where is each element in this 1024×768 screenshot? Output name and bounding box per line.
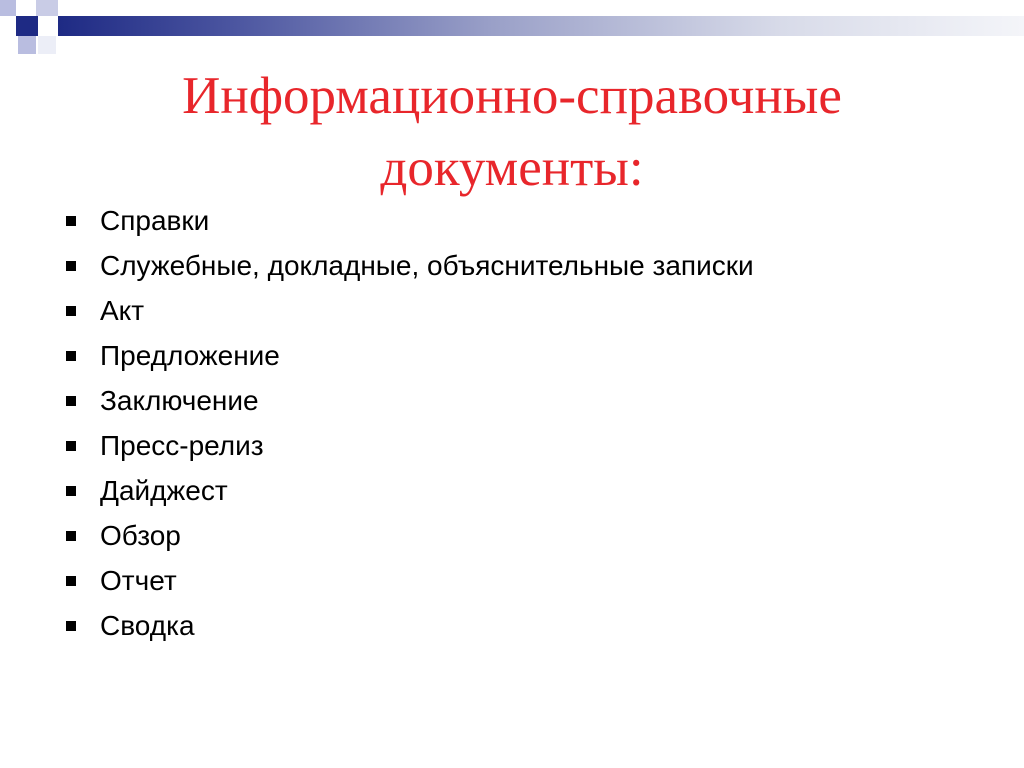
slide-title-line: Информационно-справочные <box>182 67 842 125</box>
list-item-text: Дайджест <box>100 474 228 506</box>
square-bullet-icon <box>66 531 76 541</box>
square-bullet-icon <box>66 576 76 586</box>
square-bullet-icon <box>66 306 76 316</box>
list-item-text: Отчет <box>100 564 177 596</box>
decor-square <box>16 0 36 16</box>
list-item-text: Справки <box>100 204 210 236</box>
list-item-text: Сводка <box>100 609 195 641</box>
list-item <box>62 243 754 288</box>
square-bullet-icon <box>66 261 76 271</box>
bullet-list <box>62 198 754 648</box>
decor-square <box>0 0 16 16</box>
square-bullet-icon <box>66 441 76 451</box>
slide-title <box>60 60 964 204</box>
square-bullet-icon <box>66 216 76 226</box>
square-bullet-icon <box>66 351 76 361</box>
list-item-text: Обзор <box>100 519 181 551</box>
square-bullet-icon <box>66 396 76 406</box>
list-item <box>62 288 754 333</box>
list-item <box>62 558 754 603</box>
decor-square <box>18 36 36 54</box>
list-item-text: Предложение <box>100 339 280 371</box>
list-item <box>62 603 754 648</box>
slide-title-line: документы: <box>380 139 644 197</box>
list-item <box>62 513 754 558</box>
list-item-text: Служебные, докладные, объяснительные записки <box>100 249 754 281</box>
header-decoration <box>0 0 1024 60</box>
list-item <box>62 333 754 378</box>
decor-square <box>38 16 58 36</box>
list-item <box>62 423 754 468</box>
square-bullet-icon <box>66 486 76 496</box>
list-item <box>62 198 754 243</box>
list-item <box>62 468 754 513</box>
header-gradient-band <box>58 16 1024 36</box>
decor-square <box>16 16 38 36</box>
list-item <box>62 378 754 423</box>
list-item-text: Заключение <box>100 384 259 416</box>
list-item-text: Пресс-релиз <box>100 429 264 461</box>
decor-square <box>38 36 56 54</box>
list-item-text: Акт <box>100 294 145 326</box>
square-bullet-icon <box>66 621 76 631</box>
decor-square <box>0 16 16 36</box>
